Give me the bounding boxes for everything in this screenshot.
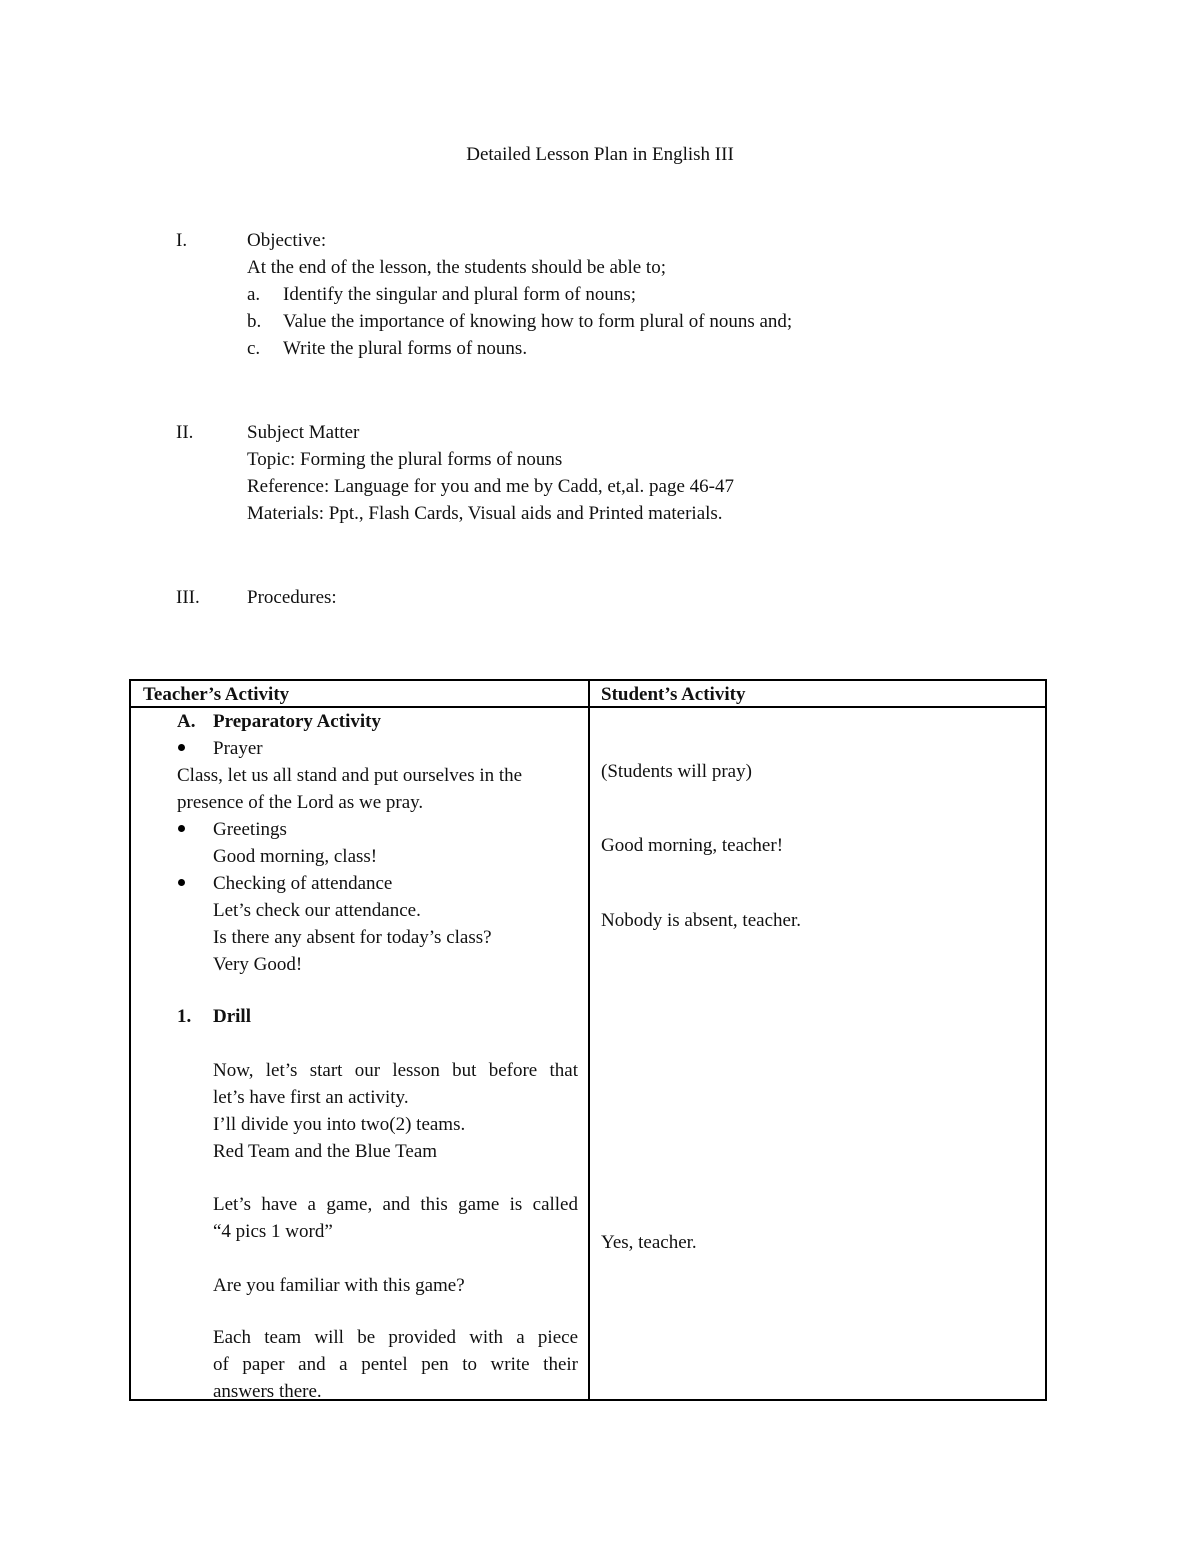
section-a-label: A. [177, 711, 196, 732]
student-activity-header: Student’s Activity [601, 684, 746, 705]
objective-item-letter: b. [247, 311, 262, 332]
section-heading-objective: Objective: [247, 230, 327, 251]
prayer-label: Prayer [213, 738, 263, 759]
bullet-icon [178, 744, 185, 751]
drill-text: Now, let’s start our lesson but before that [213, 1060, 578, 1081]
prayer-text: presence of the Lord as we pray. [177, 792, 424, 813]
procedures-table [129, 679, 1047, 1401]
subject-materials: Materials: Ppt., Flash Cards, Visual aids and Printed materials. [247, 503, 723, 524]
drill-text: Let’s have a game, and this game is called [213, 1194, 578, 1215]
objective-item-text: Value the importance of knowing how to form plural of nouns and; [283, 311, 793, 332]
attendance-text: Very Good! [213, 954, 303, 975]
section-heading-procedures: Procedures: [247, 587, 337, 608]
prayer-text: Class, let us all stand and put ourselves in the [177, 765, 523, 786]
student-response: Yes, teacher. [601, 1232, 697, 1253]
drill-text: Are you familiar with this game? [213, 1275, 465, 1296]
subject-reference: Reference: Language for you and me by Cadd, et,al. page 46-47 [247, 476, 734, 497]
drill-text: “4 pics 1 word” [213, 1221, 333, 1242]
drill-text: of paper and a pentel pen to write their [213, 1354, 578, 1375]
drill-text: let’s have first an activity. [213, 1087, 409, 1108]
section-numeral-procedures: III. [176, 587, 200, 608]
attendance-text: Let’s check our attendance. [213, 900, 421, 921]
greetings-label: Greetings [213, 819, 287, 840]
objective-item-text: Write the plural forms of nouns. [283, 338, 528, 359]
student-response: Nobody is absent, teacher. [601, 910, 801, 931]
subject-topic: Topic: Forming the plural forms of nouns [247, 449, 563, 470]
objective-intro: At the end of the lesson, the students should be able to; [247, 257, 666, 278]
attendance-label: Checking of attendance [213, 873, 393, 894]
section-a-title: Preparatory Activity [213, 711, 381, 732]
student-response: (Students will pray) [601, 761, 752, 782]
drill-text: Red Team and the Blue Team [213, 1141, 438, 1162]
section-numeral-objective: I. [176, 230, 188, 251]
document-title: Detailed Lesson Plan in English III [466, 144, 734, 165]
section-numeral-subject: II. [176, 422, 194, 443]
attendance-text: Is there any absent for today’s class? [213, 927, 492, 948]
objective-item-letter: c. [247, 338, 261, 359]
drill-text: I’ll divide you into two(2) teams. [213, 1114, 466, 1135]
teacher-activity-header: Teacher’s Activity [143, 684, 290, 705]
objective-item-text: Identify the singular and plural form of nouns; [283, 284, 637, 305]
student-response: Good morning, teacher! [601, 835, 784, 856]
drill-text: Each team will be provided with a piece [213, 1327, 578, 1348]
drill-text: answers there. [213, 1381, 322, 1402]
drill-number: 1. [177, 1006, 192, 1027]
bullet-icon [178, 879, 185, 886]
objective-item-letter: a. [247, 284, 261, 305]
table-column-divider [588, 681, 590, 1399]
greetings-text: Good morning, class! [213, 846, 378, 867]
bullet-icon [178, 825, 185, 832]
drill-title: Drill [213, 1006, 251, 1027]
section-heading-subject: Subject Matter [247, 422, 360, 443]
